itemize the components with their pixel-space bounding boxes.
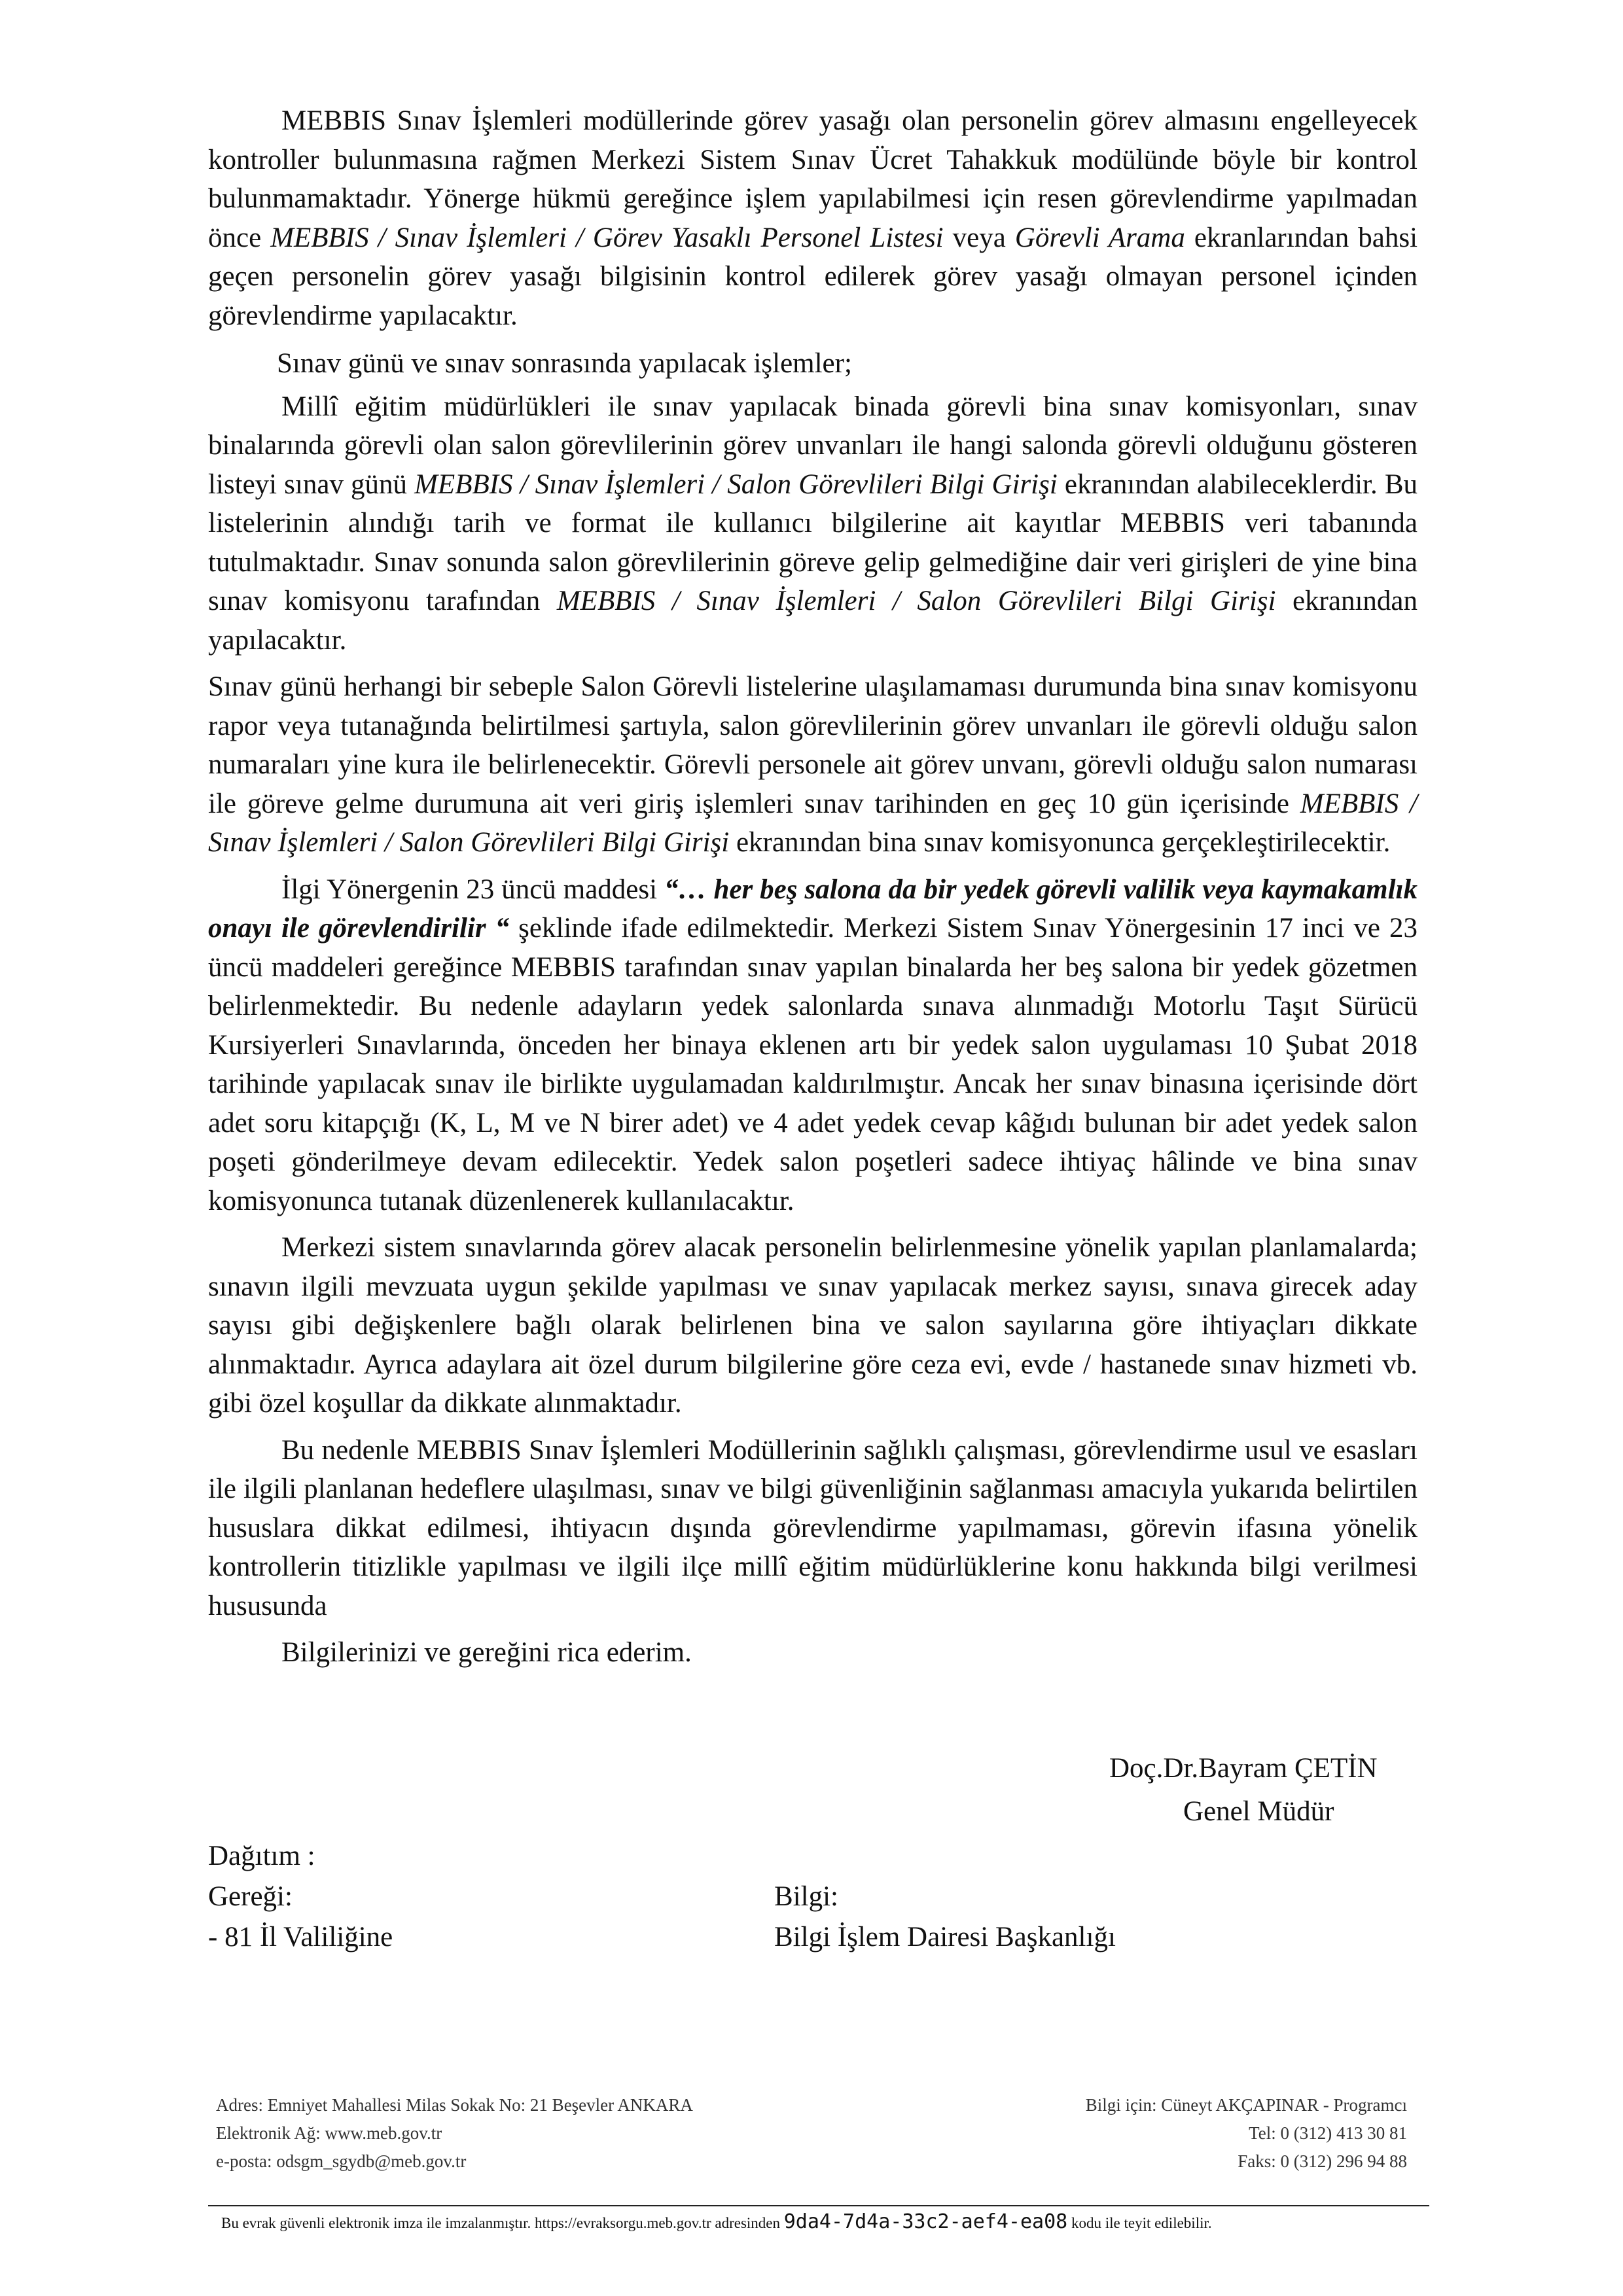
paragraph-5 <box>208 870 1418 1221</box>
paragraph-6: Merkezi sistem sınavlarında görev alacak personelin belirlenmesine yönelik yapılan planlamalarda; sınavın ilgili mevzuata uygun şekilde yapılması ve sınav yapılacak merkez sayısı, sınava girecek aday sayısı gibi değişkenlere bağlı olarak belirlenen bina ve salon sayılarına göre ihtiyaçları dikkate alınmaktadır. Ayrıca adaylara ait özel durum bilgilerine göre ceza evi, evde / hastanede sınav hizmeti vb. gibi özel koşullar da dikkate alınmaktadır. <box>208 1232 1418 1419</box>
footer-fax: Faks: 0 (312) 296 94 88 <box>1238 2151 1407 2171</box>
action-recipient: - 81 İl Valiliğine <box>208 1922 393 1952</box>
text-span: İlgi Yönergenin 23 üncü maddesi <box>281 874 665 905</box>
menu-path: MEBBIS / Sınav İşlemleri / Salon Görevlileri Bilgi Girişi <box>556 586 1276 616</box>
footer-contact: Bilgi için: Cüneyt AKÇAPINAR - Programcı <box>1085 2095 1407 2115</box>
paragraph-4 <box>208 667 1418 862</box>
text-span: şeklinde ifade edilmektedir. Merkezi Sistem Sınav Yönergesinin 17 inci ve 23 üncü maddeleri gereğince MEBBIS tarafından sınav yapılan binalarda her beş salona bir yedek gözetmen belirlenmektedir. Bu nedenle adayların yedek salonlarda sınava alınmadığı Motorlu Taşıt Sürücü Kursiyerleri Sınavlarında, önceden her binaya eklenen artı bir yedek salon uygulaması 10 Şubat 2018 tarihinde yapılacak sınav ile birlikte uygulamadan kaldırılmıştır. Ancak her sınav binasına içerisinde dört adet soru kitapçığı (K, L, M ve N birer adet) ve 4 adet yedek cevap kâğıdı bulunan bir adet yedek salon poşeti gönderilmeye devam edilecektir. Yedek salon poşetleri sadece ihtiyaç hâlinde ve bina sınav komisyonunca tutanak düzenlenerek kullanılacaktır. <box>208 913 1418 1216</box>
signer-title: Genel Müdür <box>1183 1796 1334 1827</box>
verification-code: 9da4-7d4a-33c2-aef4-ea08 <box>783 2210 1068 2233</box>
info-label: Bilgi: <box>774 1881 838 1912</box>
menu-path: MEBBIS / Sınav İşlemleri / Salon Görevlileri Bilgi Girişi <box>414 468 1058 500</box>
distribution-label: Dağıtım : <box>208 1841 315 1871</box>
text-span: ekranından bina sınav komisyonunca gerçekleştirilecektir. <box>729 827 1391 858</box>
verification-suffix: kodu ile teyit edilebilir. <box>1067 2215 1212 2231</box>
menu-path: MEBBIS / Sınav İşlemleri / Salon Görevlileri Bilgi Girişi <box>208 788 1418 858</box>
paragraph-2: Sınav günü ve sınav sonrasında yapılacak işlemler; <box>277 348 852 379</box>
verification-prefix: Bu evrak güvenli elektronik imza ile imzalanmıştır. https://evraksorgu.meb.gov.tr adresinden <box>221 2215 784 2231</box>
paragraph-7: Bu nedenle MEBBIS Sınav İşlemleri Modüllerinin sağlıklı çalışması, görevlendirme usul ve esasları ile ilgili planlanan hedeflere ulaşılması, sınav ve bilgi güvenliğinin sağlanması amacıyla yukarıda belirtilen hususlara dikkat edilmesi, ihtiyacın dışında görevlendirme yapılmaması, görevin ifasına yönelik kontrollerin titizlikle yapılması ve ilgili ilçe millî eğitim müdürlüklerine konu hakkında bilgi verilmesi hususunda <box>208 1434 1418 1621</box>
footer-address: Adres: Emniyet Mahallesi Milas Sokak No: 21 Beşevler ANKARA <box>216 2095 693 2115</box>
action-label: Gereği: <box>208 1881 293 1912</box>
letter-body <box>208 101 1418 1672</box>
text-span: Sınav günü herhangi bir sebeple Salon Görevli listelerine ulaşılamaması durumunda bina sınav komisyonu rapor veya tutanağında belirtilmesi şartıyla, salon görevlilerinin görev unvanları ile görevli olduğu salon numaraları yine kura ile belirlenecektir. Görevli personele ait görev unvanı, görevli olduğu salon numarası ile göreve gelme durumuna ait veri giriş işlemleri sınav tarihinden en geç 10 gün içerisinde <box>208 671 1418 819</box>
text-span: veya <box>943 222 1015 253</box>
paragraph-1 <box>208 101 1418 335</box>
paragraph-8: Bilgilerinizi ve gereğini rica ederim. <box>281 1637 692 1668</box>
quoted-regulation: “… her beş salona da bir yedek görevli valilik veya kaymakamlık onayı ile görevlendirilir “ <box>208 874 1418 944</box>
footer-website: Elektronik Ağ: www.meb.gov.tr <box>216 2123 442 2143</box>
verification-note <box>221 2210 1212 2233</box>
paragraph-3 <box>208 387 1418 660</box>
text-span: ekranlarından bahsi geçen personelin görev yasağı bilgisinin kontrol edilerek görev yasağı olmayan personel içinden görevlendirme yapılacaktır. <box>208 222 1418 331</box>
menu-path: MEBBIS / Sınav İşlemleri / Görev Yasaklı Personel Listesi <box>270 222 944 253</box>
signer-name: Doç.Dr.Bayram ÇETİN <box>1109 1753 1378 1784</box>
text-span: ekranından yapılacaktır. <box>208 586 1418 656</box>
text-span: Millî eğitim müdürlükleri ile sınav yapılacak binada görevli bina sınav komisyonları, sınav binalarında görevli olan salon görevlilerinin görev unvanları ile hangi salonda görevli olduğunu gösteren listeyi sınav günü <box>208 391 1418 500</box>
footer-divider <box>208 2205 1429 2206</box>
info-recipient: Bilgi İşlem Dairesi Başkanlığı <box>774 1922 1116 1952</box>
footer-phone: Tel: 0 (312) 413 30 81 <box>1249 2123 1407 2143</box>
footer-email: e-posta: odsgm_sgydb@meb.gov.tr <box>216 2151 467 2171</box>
text-span: ekranından alabileceklerdir. Bu listelerinin alındığı tarih ve format ile kullanıcı bilgilerine ait kayıtlar MEBBIS veri tabanında tutulmaktadır. Sınav sonunda salon görevlilerinin göreve gelip gelmediğine dair veri girişleri de yine bina sınav komisyonu tarafından <box>208 468 1418 616</box>
menu-path: Görevli Arama <box>1014 222 1185 253</box>
text-span: MEBBIS Sınav İşlemleri modüllerinde görev yasağı olan personelin görev almasını engelleyecek kontroller bulunmasına rağmen Merkezi Sistem Sınav Ücret Tahakkuk modülünde böyle bir kontrol bulunmamaktadır. Yönerge hükmü gereğince işlem yapılabilmesi için resen görevlendirme yapılmadan önce <box>208 105 1418 253</box>
